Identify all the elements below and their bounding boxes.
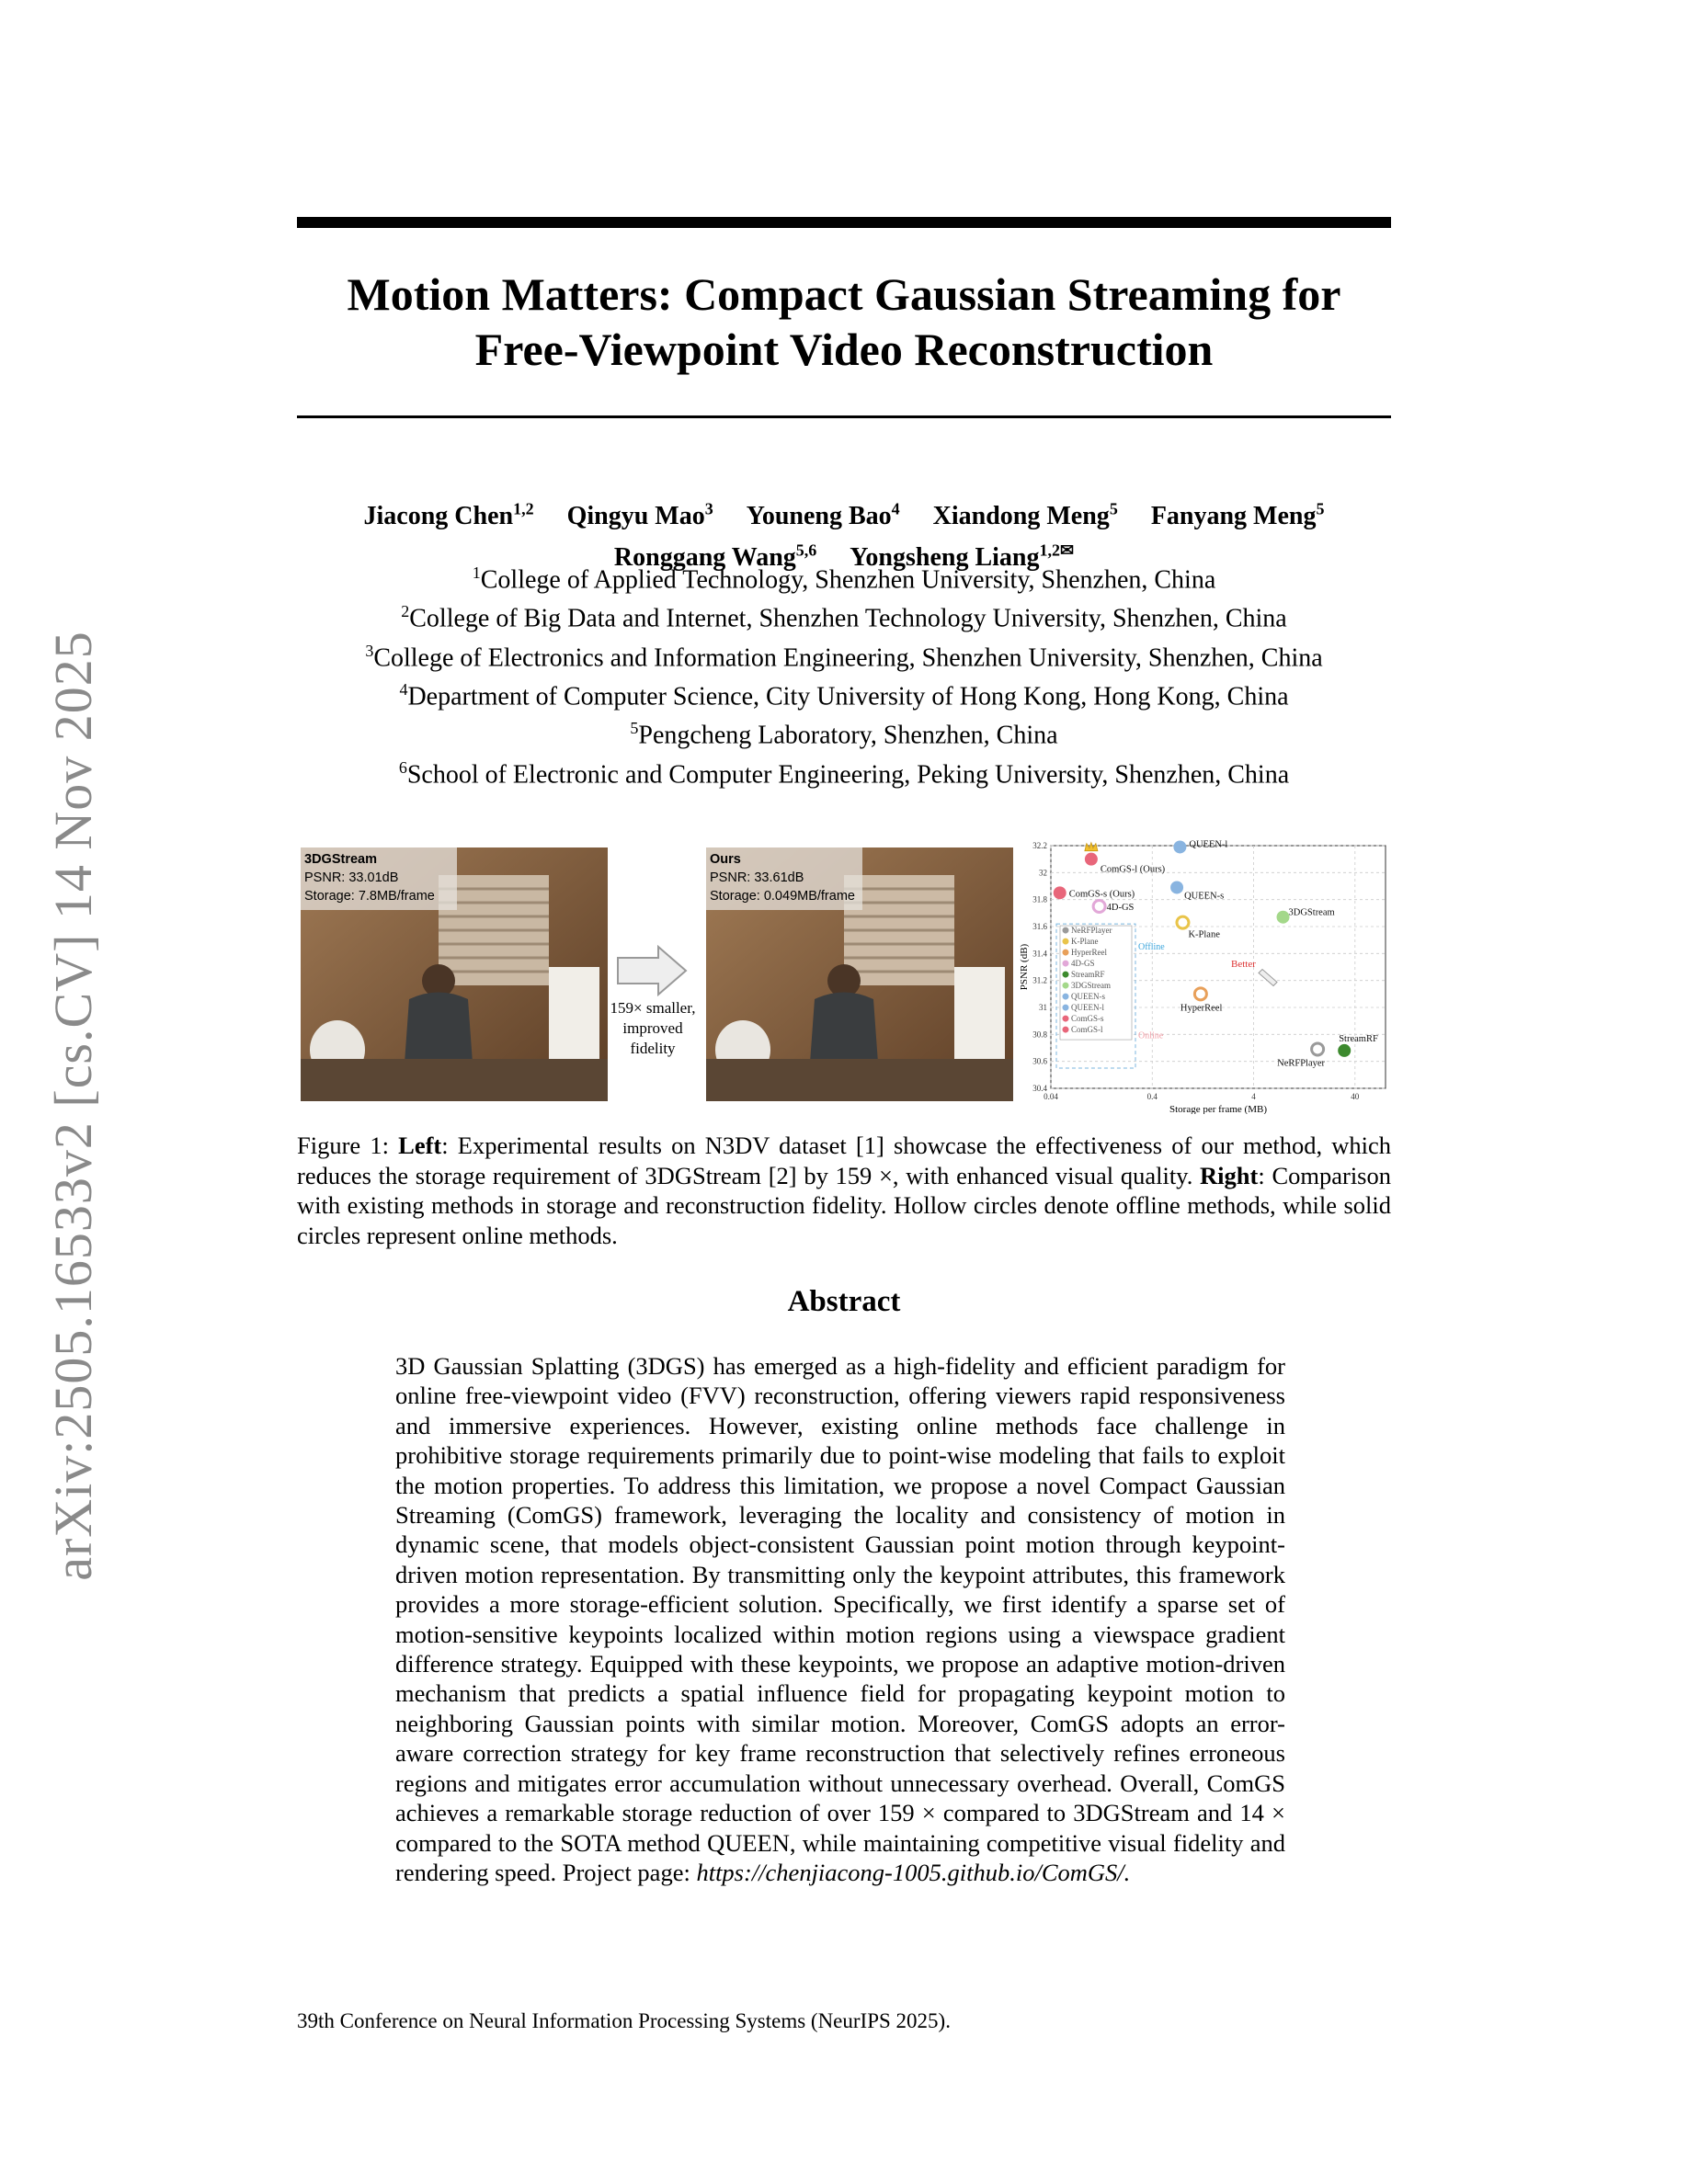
y-tick-label: 32.2 [1032,841,1047,850]
legend-marker [1063,994,1068,999]
panel-psnr: PSNR: 33.01dB [304,870,399,885]
affiliation-number: 3 [365,641,374,660]
panel-method-name: Ours [710,852,741,867]
legend-label: QUEEN-l [1071,1003,1104,1013]
legend-marker [1063,961,1068,966]
author-affiliation-mark: 3 [704,500,713,518]
data-point-label: StreamRF [1339,1033,1378,1044]
legend-marker [1063,1027,1068,1032]
y-tick-label: 31.6 [1032,922,1047,931]
abstract-heading: Abstract [787,1285,901,1318]
author-name: Yongsheng Liang$^{1,2✉}$ [850,540,1075,572]
conference-footer: 39th Conference on Neural Information Processing Systems (NeurIPS 2025). [297,2009,951,2032]
affiliation-number: 6 [398,757,407,777]
affiliation-number: 4 [399,679,408,699]
legend-marker [1063,938,1068,944]
paper-title [297,267,1391,377]
abstract-body [395,1351,1285,1887]
legend-marker [1063,972,1068,977]
annotation-online: Online [1138,1030,1164,1041]
data-point [1085,853,1097,865]
authors-row-1 [297,493,1391,533]
affiliation-line: $^5$Pengcheng Laboratory, Shenzhen, China [630,719,1058,750]
affiliation-line: $^6$School of Electronic and Computer Engineering, Peking University, Shenzhen, China [398,757,1290,789]
legend-marker [1063,1005,1068,1010]
author-affiliation-mark: 5 [1109,500,1118,518]
y-tick-label: 30.4 [1032,1084,1047,1093]
data-point-label: QUEEN-l [1189,839,1228,850]
legend-label: 4D-GS [1071,959,1095,969]
data-point-label: K-Plane [1188,929,1220,940]
legend-label: 3DGStream [1071,981,1111,991]
title-rule-top [297,217,1391,228]
legend-label: StreamRF [1071,970,1105,980]
legend-marker [1063,950,1068,955]
annotation-offline: Offline [1138,941,1165,952]
title-line-2: Free-Viewpoint Video Reconstruction [474,324,1214,375]
author-name: Jiacong Chen$^{1,2}$ [363,500,534,531]
arrow-text-line: 159× smaller, [610,999,696,1017]
x-tick-label: 0.04 [1044,1092,1058,1101]
legend-marker [1063,983,1068,988]
data-point [1054,887,1066,899]
photo-label-ours [706,847,862,910]
arrow-caption [607,998,699,1059]
x-axis-label: Storage per frame (MB) [1169,1104,1267,1114]
abstract-text: 3D Gaussian Splatting (3DGS) has emerged as a high-fidelity and efficient paradigm for online free-viewpoint video (FVV) reconstruction, offering viewers rapid responsiveness and immersive experiences. However, existing online methods face challenge in prohibitive storage requirements primarily due to point-wise modeling that fails to exploit the motion properties. To address this limitation, we propose a novel Compact Gaussian Streaming (ComGS) framework, leveraging the locality and consistency of motion in dynamic scene, that models object-consistent Gaussian point motion through keypoint-driven motion representation. By transmitting only the keypoint attributes, this framework provides a more storage-efficient solution. Specifically, we first identify a sparse set of motion-sensitive keypoints localized within motion regions using a viewspace gradient difference strategy. Equipped with these keypoints, we propose an adaptive motion-driven mechanism that predicts a spatial influence field for propagating keypoint motion to neighboring Gaussian points with similar motion. Moreover, ComGS adopts an error-aware correction strategy for key frame reconstruction that selectively refines erroneous regions and mitigates error accumulation without unnecessary overhead. Overall, ComGS achieves a remarkable storage reduction of over 159 × compared to 3DGStream and 14 × compared to the SOTA method QUEEN, while maintaining competitive visual fidelity and rendering speed. Project page: [395,1352,1285,1886]
project-page-link[interactable]: https://chenjiacong-1005.github.io/ComGS/. [696,1858,1131,1886]
author-affiliation-mark: 5,6 [795,540,817,560]
panel-method-name: 3DGStream [304,852,377,867]
arxiv-side-label: arXiv:2505.16533v2 [cs.CV] 14 Nov 2025 [43,631,103,1581]
data-point [1174,841,1186,853]
figure-photo-ours [706,847,1013,1101]
legend-marker [1063,1016,1068,1021]
storage-psnr-scatter-chart [1016,838,1393,1114]
affiliation-number: 2 [401,602,410,621]
figure-caption [297,1131,1391,1250]
figure-photo-3dgstream [301,847,608,1101]
data-point-label: 3DGStream [1288,907,1335,918]
arrow-text-line: improved [622,1019,683,1037]
data-point [1171,882,1183,893]
author-affiliation-mark: 1,2 [513,500,534,518]
title-line-1: Motion Matters: Compact Gaussian Streaming for [347,268,1341,320]
y-tick-label: 31.4 [1032,949,1047,959]
y-axis-label: PSNR (dB) [1019,943,1030,991]
legend-label: ComGS-s [1071,1014,1104,1024]
legend-label: QUEEN-s [1071,992,1105,1002]
y-tick-label: 31 [1039,1003,1047,1012]
title-rule-bottom [297,415,1391,418]
author-name: Xiandong Meng$^5$ [932,500,1118,531]
right-arrow-icon [616,945,690,996]
data-point [1194,988,1206,1000]
data-point-label: ComGS-s (Ours) [1068,889,1135,900]
y-tick-label: 31.8 [1032,894,1047,904]
annotation-better: Better [1231,959,1256,970]
panel-psnr: PSNR: 33.61dB [710,870,804,885]
x-tick-label: 4 [1251,1092,1256,1101]
legend-label: ComGS-l [1071,1025,1103,1035]
legend-label: HyperReel [1071,948,1107,958]
y-tick-label: 30.6 [1032,1056,1047,1066]
data-point-label: ComGS-l (Ours) [1100,864,1166,875]
y-tick-label: 30.8 [1032,1029,1047,1040]
author-affiliation-mark: 4 [891,500,900,518]
data-point-label: HyperReel [1180,1003,1223,1014]
data-point [1177,916,1189,928]
author-name: Qingyu Mao$^3$ [566,500,713,531]
data-point [1339,1044,1351,1056]
legend-label: K-Plane [1071,937,1099,947]
caption-left-text: : Experimental results on N3DV dataset [1] showcase the effectiveness of our method, which reduces the storage requirement of 3DGStream [2] by 159 ×, with enhanced visual quality. [297,1132,1392,1189]
caption-right-text: : Comparison with existing methods in storage and reconstruction fidelity. Hollow circles denote offline methods, while solid circles represent online methods. [297,1161,1391,1249]
affiliation-line: $^1$College of Applied Technology, Shenzhen University, Shenzhen, China [472,563,1216,595]
legend-label: NeRFPlayer [1071,926,1112,936]
affiliation-list [297,557,1391,791]
affiliation-line: $^2$College of Big Data and Internet, Shenzhen Technology University, Shenzhen, China [401,602,1287,633]
affiliation-line: $^3$College of Electronics and Information Engineering, Shenzhen University, Shenzhen, China [365,641,1323,672]
author-affiliation-mark: 1,2✉ [1039,540,1075,560]
data-point-label: NeRFPlayer [1277,1058,1326,1069]
photo-label-3dgstream [301,847,457,910]
data-point [1312,1043,1324,1055]
x-tick-label: 40 [1351,1092,1360,1101]
caption-left-bold: Left [398,1132,442,1159]
affiliation-line: $^4$Department of Computer Science, City University of Hong Kong, Hong Kong, China [399,679,1289,711]
legend-marker [1063,927,1068,933]
y-tick-label: 32 [1039,868,1047,878]
caption-label: Figure 1: [297,1132,389,1159]
affiliation-number: 5 [630,719,639,738]
data-point [1277,911,1289,923]
arrow-text-line: fidelity [630,1040,676,1057]
author-name: Youneng Bao$^4$ [746,500,900,531]
y-tick-label: 31.2 [1032,975,1047,985]
data-point-label: QUEEN-s [1184,891,1225,902]
author-name: Fanyang Meng$^5$ [1150,500,1325,531]
affiliation-number: 1 [472,563,481,582]
panel-storage: Storage: 7.8MB/frame [304,889,435,904]
caption-right-bold: Right [1200,1161,1259,1189]
author-name: Ronggang Wang$^{5,6}$ [613,540,817,572]
author-affiliation-mark: 5 [1316,500,1325,518]
panel-storage: Storage: 0.049MB/frame [710,889,855,904]
data-point [1093,901,1105,913]
x-tick-label: 0.4 [1146,1092,1158,1101]
data-point-label: 4D-GS [1106,903,1135,913]
crown-icon [1085,843,1098,851]
